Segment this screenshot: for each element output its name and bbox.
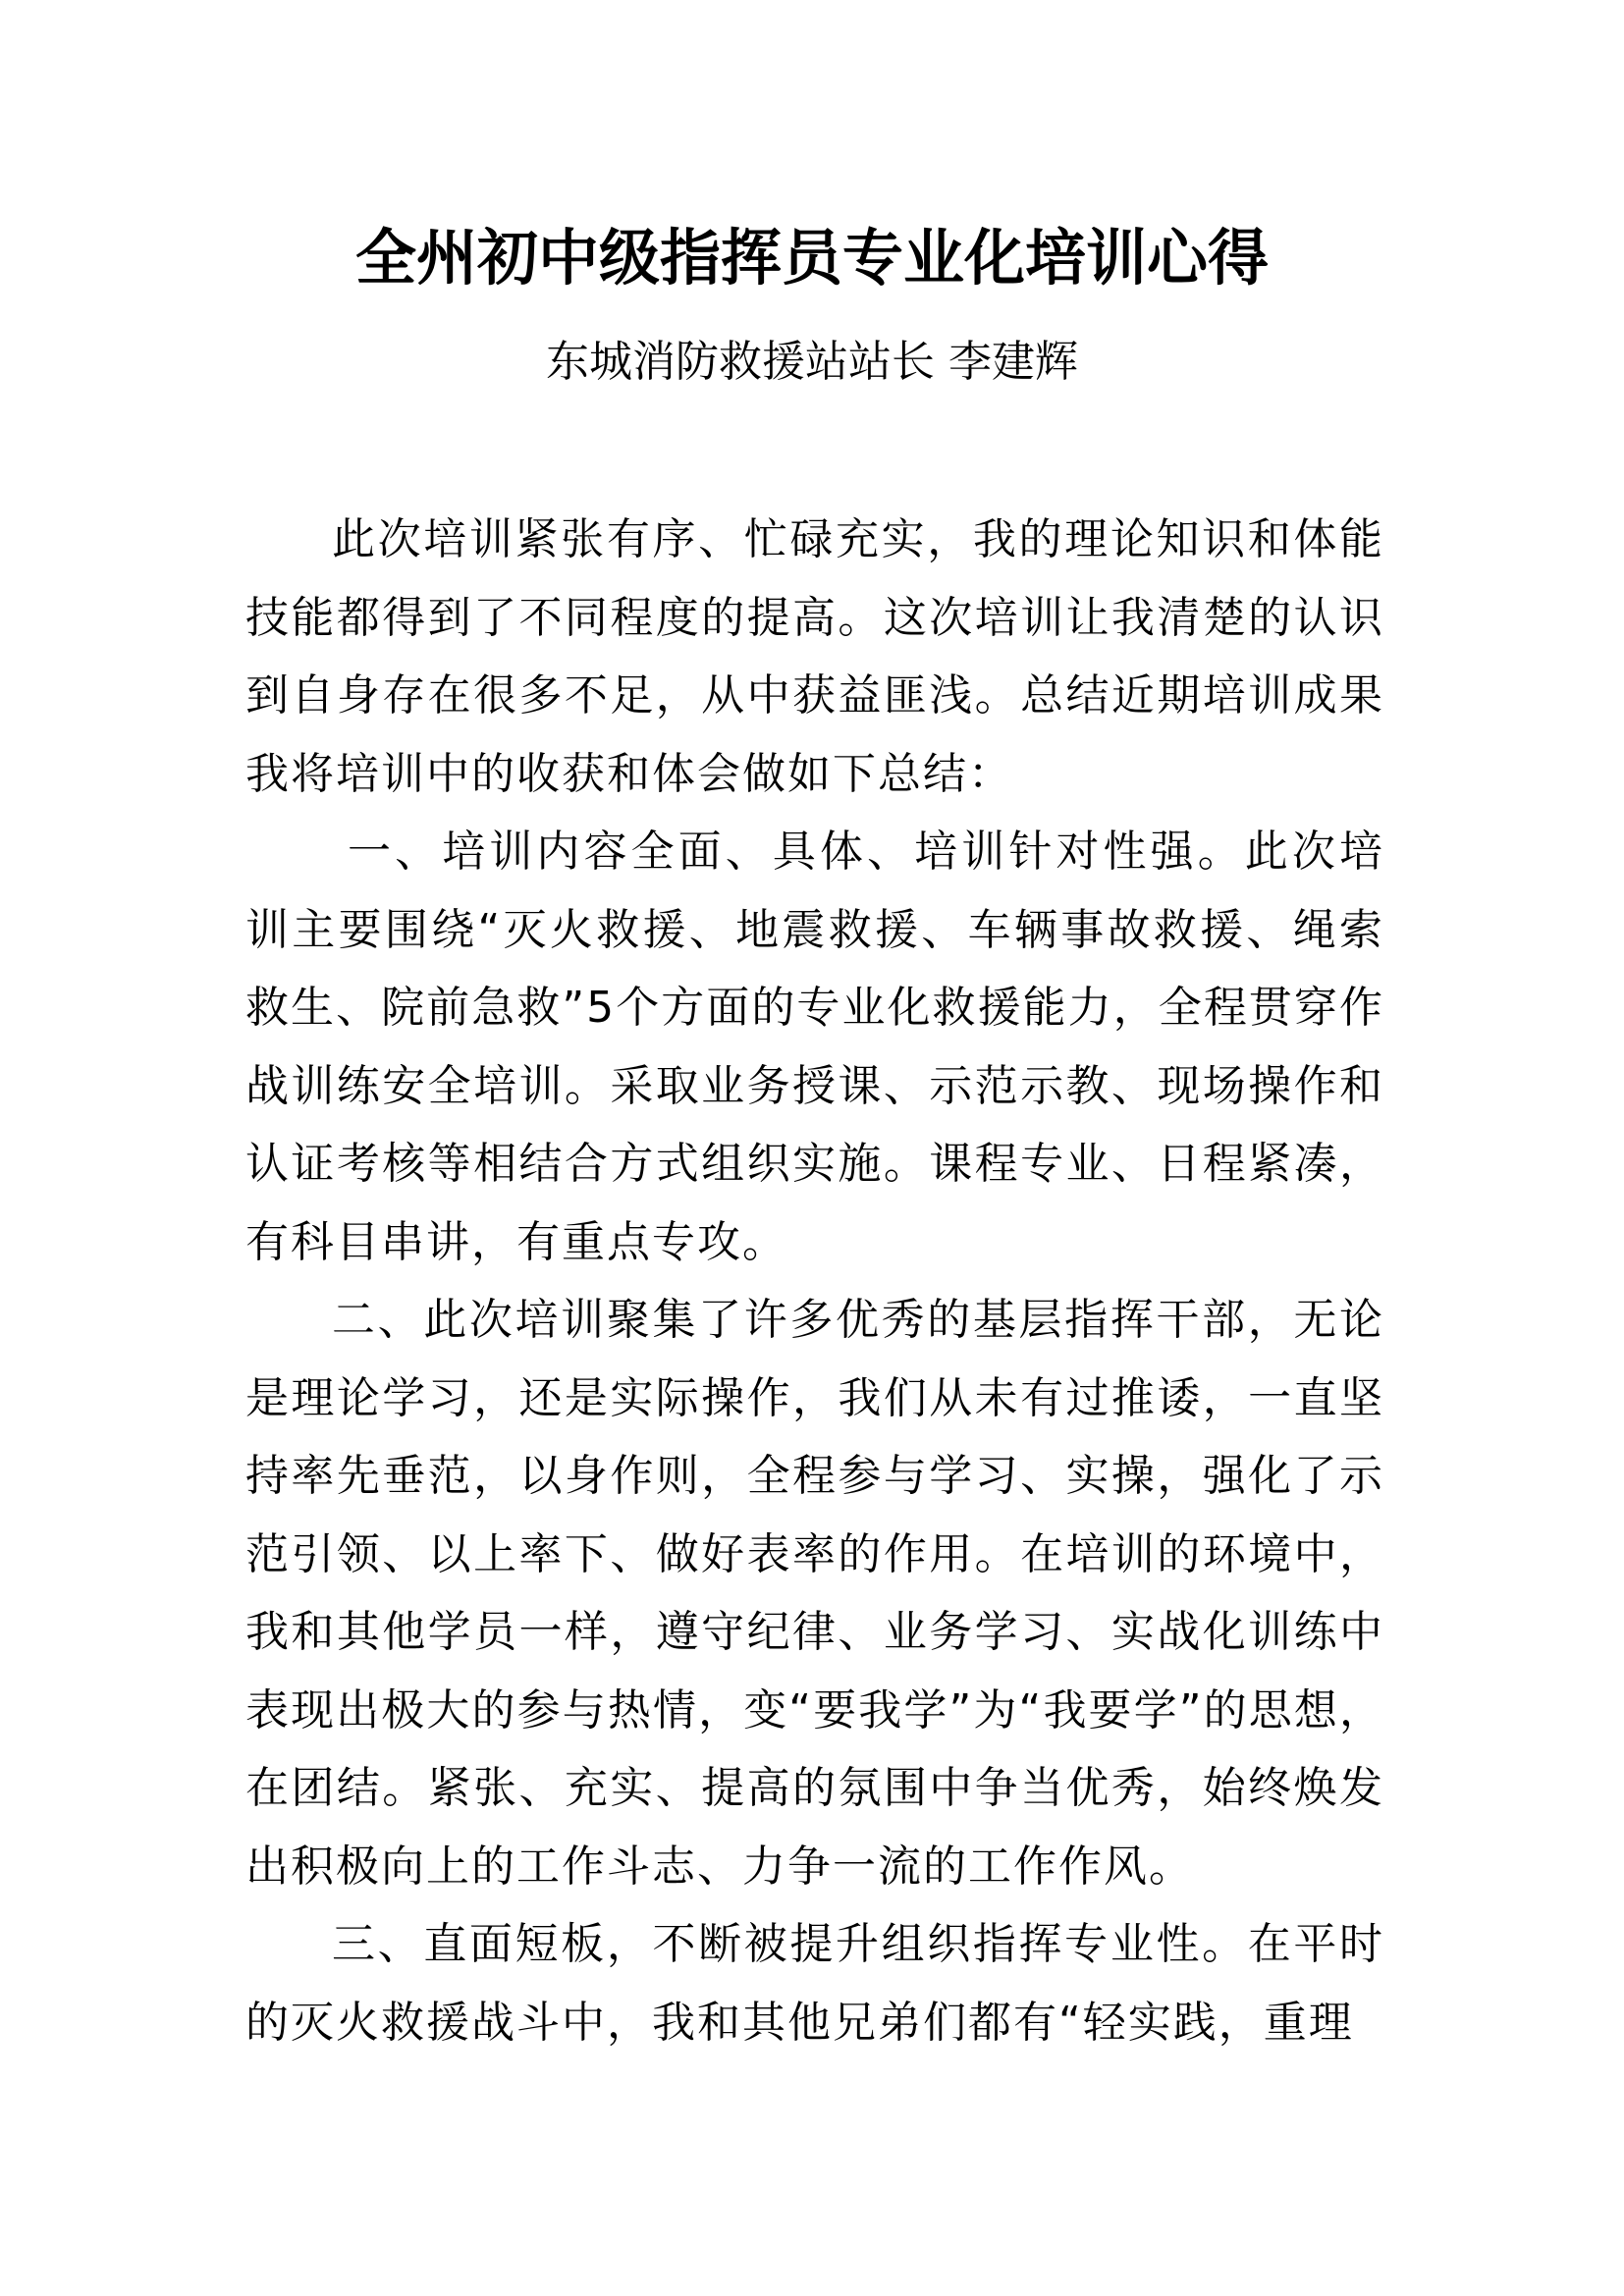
- document-author: 东城消防救援站站长 李建辉: [546, 337, 1078, 387]
- document-body: [245, 501, 1384, 2061]
- paragraph-section-one: 一、培训内容全面、具体、培训针对性强。此次培训主要围绕“灭火救援、地震救援、车辆事故救援、绳索救生、院前急救”5个方面的专业化救援能力，全程贯穿作战训练安全培训。采取业务授课、示范示教、现场操作和认证考核等相结合方式组织实施。课程专业、日程紧凑，有科目串讲，有重点专攻。: [245, 827, 1384, 1267]
- paragraph-section-two: 二、此次培训聚集了许多优秀的基层指挥干部，无论是理论学习，还是实际操作，我们从未有过推诿，一直坚持率先垂范，以身作则，全程参与学习、实操，强化了示范引领、以上率下、做好表率的作用。在培训的环境中，我和其他学员一样，遵守纪律、业务学习、实战化训练中表现出极大的参与热情，变“要我学”为“我要学”的思想，在团结。紧张、充实、提高的氛围中争当优秀，始终焕发出积极向上的工作斗志、力争一流的工作作风。: [245, 1295, 1384, 1892]
- paragraph-intro: 此次培训紧张有序、忙碌充实，我的理论知识和体能技能都得到了不同程度的提高。这次培训让我清楚的认识到自身存在很多不足，从中获益匪浅。总结近期培训成果我将培训中的收获和体会做如下总结：: [245, 514, 1384, 799]
- document-title: 全州初中级指挥员专业化培训心得: [354, 222, 1269, 294]
- paragraph-section-three: 三、直面短板，不断被提升组织指挥专业性。在平时的灭火救援战斗中，我和其他兄弟们都有“轻实践，重理: [245, 1919, 1384, 2048]
